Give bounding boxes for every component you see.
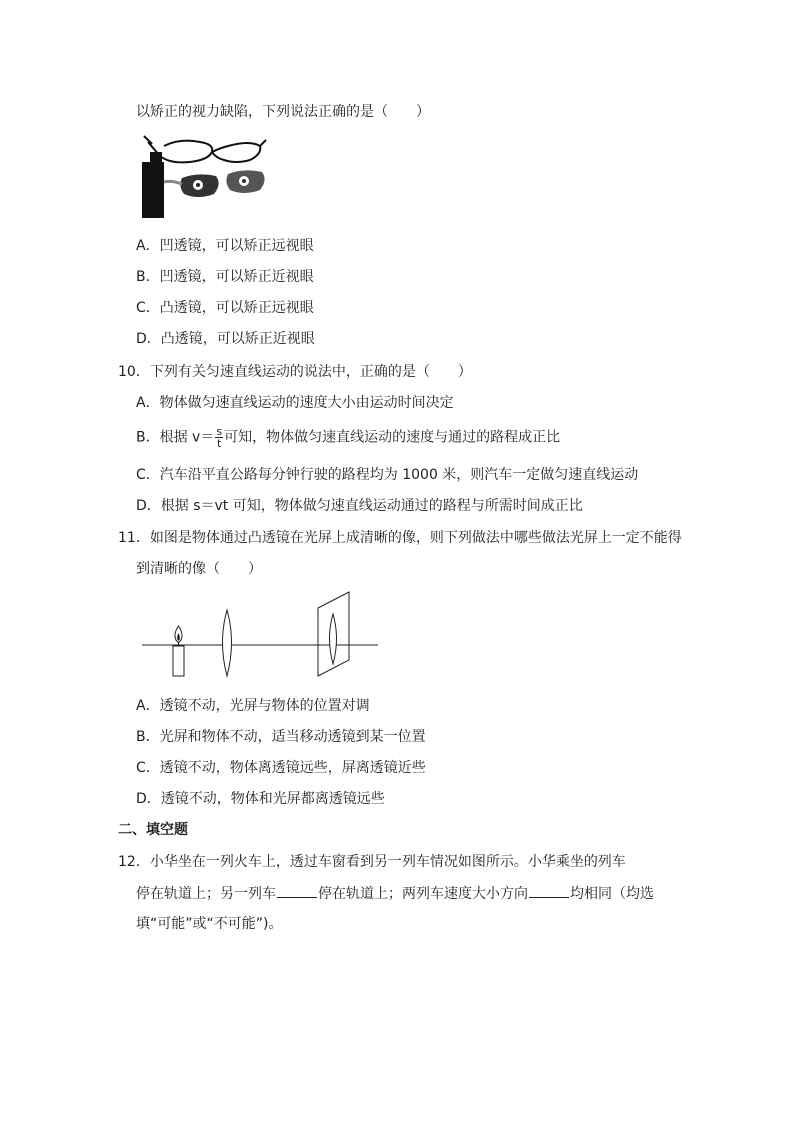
q11-option-c: C．透镜不动，物体离透镜远些，屏离透镜近些 xyxy=(136,760,426,776)
answer-blank-1[interactable] xyxy=(277,883,317,898)
q9-option-a: A．凹透镜，可以矫正远视眼 xyxy=(136,238,314,254)
speed-fraction xyxy=(215,426,223,449)
q10-option-d: D．根据 s＝vt 可知，物体做匀速直线运动通过的路程与所需时间成正比 xyxy=(136,498,583,514)
q10-option-a: A．物体做匀速直线运动的速度大小由运动时间决定 xyxy=(136,395,454,411)
q10-option-b-prefix: B．根据 v＝ xyxy=(136,429,215,446)
q11-stem-line1: 11．如图是物体通过凸透镜在光屏上成清晰的像，则下列做法中哪些做法光屏上一定不能得 xyxy=(118,530,682,546)
q10-option-b xyxy=(136,426,560,449)
q12-line3: 填“可能”或“不可能”)。 xyxy=(136,916,283,932)
q9-option-d: D．凸透镜，可以矫正近视眼 xyxy=(136,331,315,347)
q9-stem: 以矫正的视力缺陷，下列说法正确的是（ ） xyxy=(136,104,430,120)
q12-line2 xyxy=(136,883,654,904)
fraction-denominator: t xyxy=(217,437,222,450)
answer-blank-2[interactable] xyxy=(529,883,569,898)
section-title: 二、填空题 xyxy=(118,822,188,838)
q12-line2-part-b: 停在轨道上；两列车速度大小方向 xyxy=(318,886,528,902)
q11-option-d: D．透镜不动，物体和光屏都离透镜远些 xyxy=(136,791,385,807)
fraction-numerator: s xyxy=(216,425,223,438)
q10-stem: 10．下列有关匀速直线运动的说法中，正确的是（ ） xyxy=(118,364,472,380)
q12-line2-part-c: 均相同（均选 xyxy=(570,886,654,902)
q10-option-c: C．汽车沿平直公路每分钟行驶的路程均为 1000 米，则汽车一定做匀速直线运动 xyxy=(136,467,639,483)
q11-option-a: A．透镜不动，光屏与物体的位置对调 xyxy=(136,698,370,714)
q11-option-b: B．光屏和物体不动，适当移动透镜到某一位置 xyxy=(136,729,426,745)
q12-line2-part-a: 停在轨道上；另一列车 xyxy=(136,886,276,902)
q11-stem-line2: 到清晰的像（ ） xyxy=(136,561,262,577)
q9-option-c: C．凸透镜，可以矫正远视眼 xyxy=(136,300,314,316)
glasses-figure xyxy=(140,132,268,222)
q9-option-b: B．凹透镜，可以矫正近视眼 xyxy=(136,269,314,285)
q10-option-b-suffix: 可知，物体做匀速直线运动的速度与通过的路程成正比 xyxy=(224,429,561,446)
optical-bench-figure xyxy=(140,590,380,686)
q12-line1: 12．小华坐在一列火车上，透过车窗看到另一列车情况如图所示。小华乘坐的列车 xyxy=(118,854,626,870)
